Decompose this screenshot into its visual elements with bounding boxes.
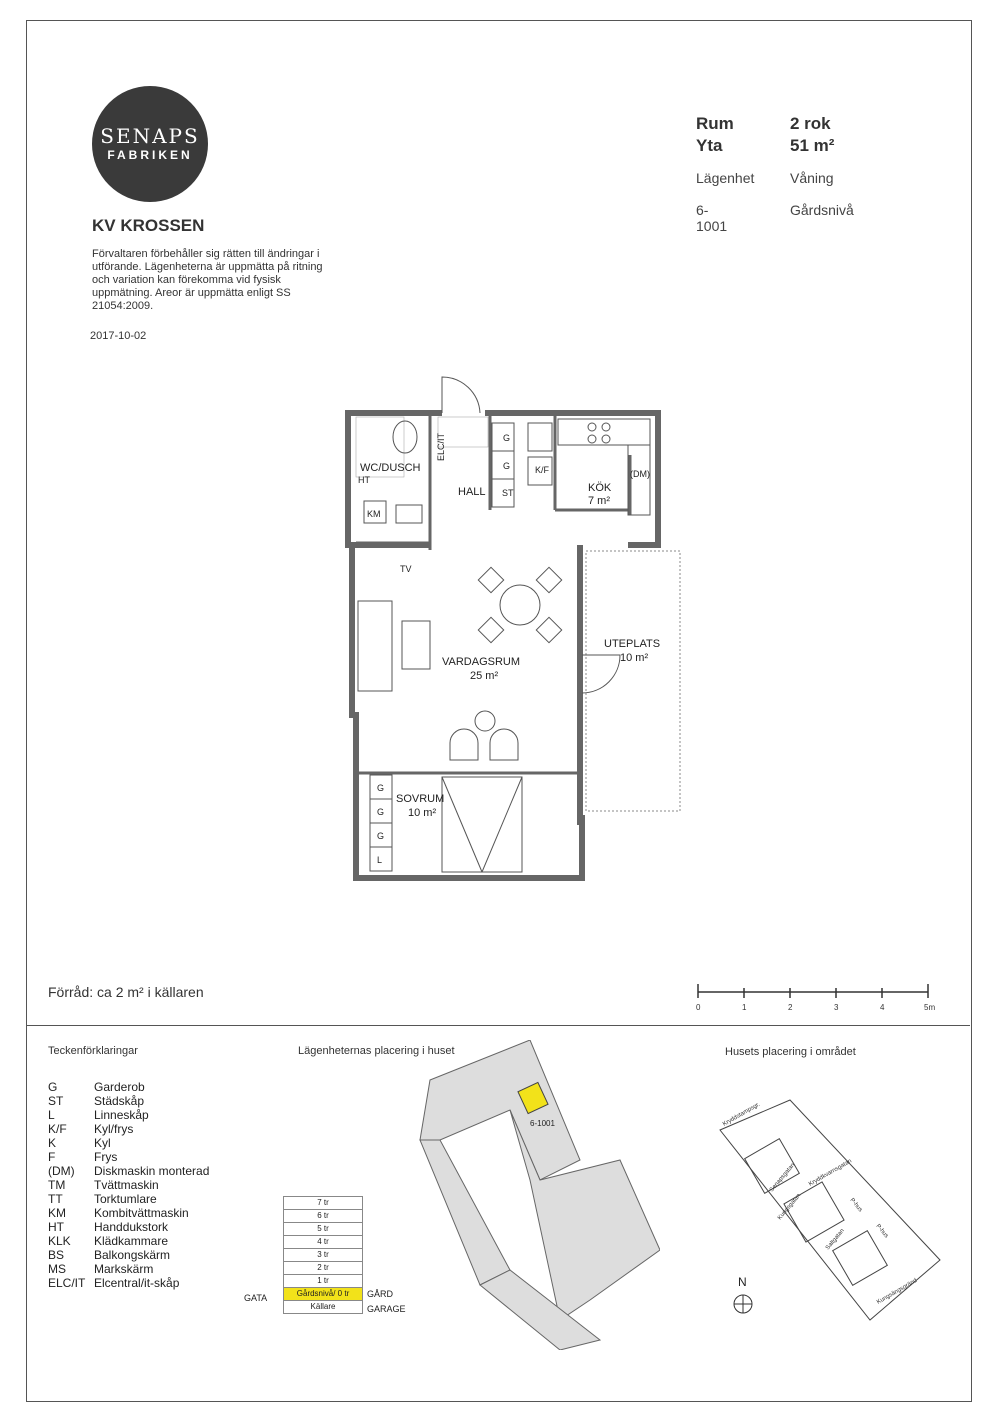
legend-code: ELC/IT [48,1276,86,1290]
street-p-hus-1: P-hus [848,1197,864,1214]
legend-desc: Kyl/frys [94,1122,134,1136]
logo-line-2: FABRIKEN [107,148,193,162]
floor-cell: 2 tr [283,1261,363,1274]
lagenhet-value: 6-1001 [696,202,728,234]
legend-desc: Kombitvättmaskin [94,1206,189,1220]
label-kf: K/F [535,465,550,475]
label-km: KM [367,509,381,519]
label-uteplats: UTEPLATS [604,638,661,650]
legend-code: F [48,1150,56,1164]
legend-code: BS [48,1248,65,1262]
street-saltgatan: Saltgatan [824,1228,846,1252]
legend-code: ST [48,1094,64,1108]
vaning-label: Våning [790,170,834,186]
label-hall: HALL [458,486,486,498]
label-elc: ELC/IT [436,432,446,461]
placement-apt-label: 6-1001 [530,1119,555,1128]
label-kok-area: 7 m² [588,495,610,507]
area-map [700,1090,960,1350]
project-name: KV KROSSEN [92,216,205,235]
legend-desc: Linneskåp [94,1108,149,1122]
legend-desc: Diskmaskin monterad [94,1164,210,1178]
legend-code: G [48,1080,58,1094]
gard-label: GÅRD [367,1289,394,1299]
floor-cell: Källare [283,1300,363,1314]
floor-cell: 3 tr [283,1248,363,1261]
legend-desc: Elcentral/it-skåp [94,1276,180,1290]
street-p-hus-2: P-hus [874,1223,890,1240]
legend-code: TT [48,1192,63,1206]
legend-desc: Balkongskärm [94,1248,171,1262]
label-g-hall-1: G [503,433,511,443]
floor-cell: 4 tr [283,1235,363,1248]
street-kryddstampsgrand: Kryddstampsgr. [722,1101,762,1128]
placement-title: Lägenheternas placering i huset [298,1045,455,1057]
area-map-title: Husets placering i området [725,1046,856,1058]
legend-desc: Kyl [94,1136,111,1150]
legend-desc: Torktumlare [94,1192,157,1206]
scale-tick-3: 3 [834,1003,839,1012]
yta-label: Yta [696,136,723,155]
label-dm: (DM) [630,469,650,479]
street-kungsangsgrand: Kungsängsgränd [876,1277,919,1306]
floor-cell: 1 tr [283,1274,363,1287]
scale-tick-4: 4 [880,1003,885,1012]
legend-code: K [48,1136,57,1150]
label-kok: KÖK [588,482,612,494]
label-sovrum-area: 10 m² [408,807,437,819]
rum-value: 2 rok [790,114,831,133]
scale-tick-2: 2 [788,1003,793,1012]
section-divider [26,1025,970,1026]
document-date: 2017-10-02 [90,330,147,342]
legend-desc: Handdukstork [94,1220,169,1234]
vaning-value: Gårdsnivå [790,202,854,218]
label-tv: TV [400,564,412,574]
floor-cell: Gårdsnivå/ 0 tr [283,1287,363,1300]
label-vardagsrum: VARDAGSRUM [442,656,521,668]
floor-stack [283,1196,363,1314]
legend-code: TM [48,1178,66,1192]
label-st: ST [502,488,514,498]
floor-cell: 6 tr [283,1209,363,1222]
label-g-sov-3: G [377,831,385,841]
label-sovrum: SOVRUM [396,793,445,805]
scale-tick-1: 1 [742,1003,747,1012]
legend-code: MS [48,1262,66,1276]
legend-code: (DM) [48,1164,75,1178]
scale-tick-5: 5m [924,1003,936,1012]
street-kryddkvarnsgatan: Kryddkvarnsgatan [808,1158,853,1188]
legend-desc: Klädkammare [94,1234,169,1248]
garage-label: GARAGE [367,1304,406,1314]
legend-title: Teckenförklaringar [48,1045,138,1057]
label-l-sov: L [377,855,383,865]
rum-label: Rum [696,114,734,133]
scale-bar [690,984,940,1014]
legend-desc: Städskåp [94,1094,145,1108]
senapsfabriken-logo [92,86,208,202]
label-g-hall-2: G [503,461,511,471]
legend-desc: Garderob [94,1080,145,1094]
legend-code: K/F [48,1122,67,1136]
disclaimer-text: Förvaltaren förbehåller sig rätten till ändringar i utförande. Lägenheterna är uppmätta på ritning och variation kan förekomma vid fysisk uppmätning. Areor är uppmätta enligt SS 21054:2009. [92,248,323,312]
label-g-sov-2: G [377,807,385,817]
logo-line-1: SENAPS [100,124,200,148]
legend-code: KLK [48,1234,71,1248]
yta-value: 51 m² [790,136,835,155]
label-ht: HT [358,475,370,485]
legend-desc: Tvättmaskin [94,1178,159,1192]
label-vardagsrum-area: 25 m² [470,670,499,682]
scale-tick-0: 0 [696,1003,701,1012]
label-uteplats-area: 10 m² [620,652,649,664]
north-label: N [738,1275,747,1289]
floor-plan [330,365,690,885]
label-g-sov-1: G [377,783,385,793]
legend-code: HT [48,1220,64,1234]
gata-label: GATA [244,1293,268,1303]
legend-desc: Markskärm [94,1262,154,1276]
legend-desc: Frys [94,1150,118,1164]
street-senapsgatan: Senapsgatan [768,1162,797,1194]
storage-note: Förråd: ca 2 m² i källaren [48,984,204,1000]
floor-cell: 5 tr [283,1222,363,1235]
legend-code: KM [48,1206,66,1220]
label-wc: WC/DUSCH [360,462,421,474]
legend-code: L [48,1108,55,1122]
lagenhet-label: Lägenhet [696,170,755,186]
floor-cell: 7 tr [283,1196,363,1209]
street-kungsgatan: Kungsgatan [776,1192,803,1222]
